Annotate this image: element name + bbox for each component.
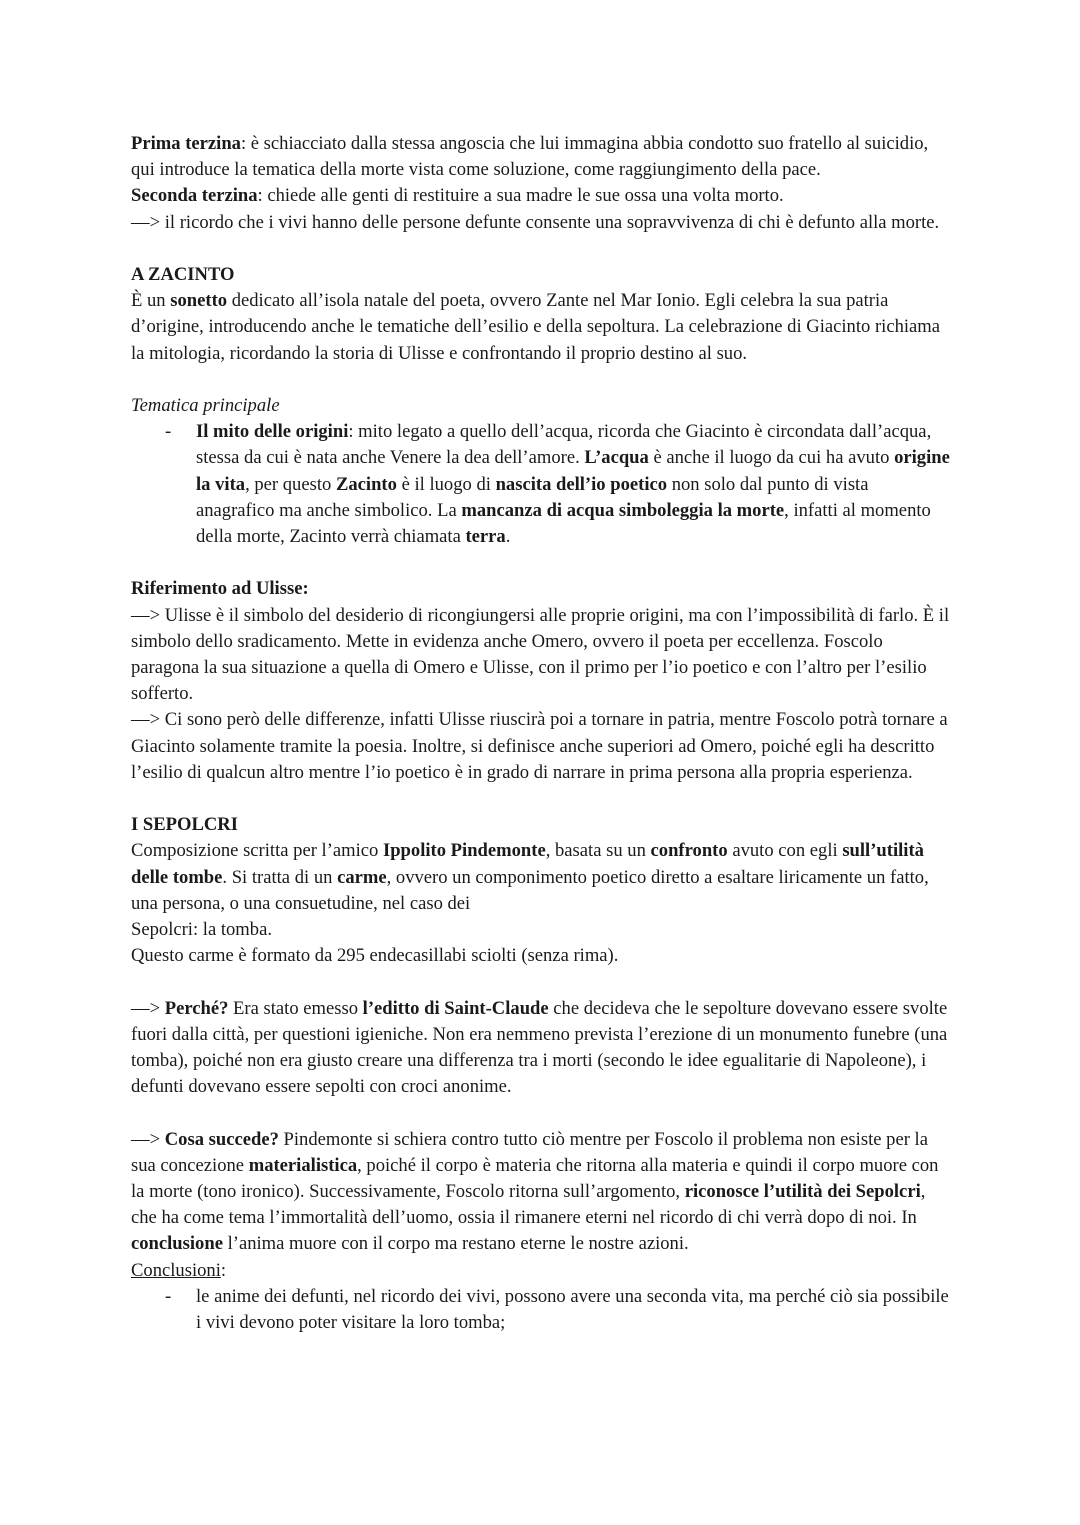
paragraph-seconda-terzina: Seconda terzina: chiede alle genti di restituire a sua madre le sue ossa una volta morto. [131,185,784,207]
paragraph-cosa-succede: —> Cosa succede? Pindemonte si schiera contro tutto ciò mentre per Foscolo il problema non esiste per la sua concezione materialistica, poiché il corpo è materia che ritorna alla materia e quindi il corpo muore con la morte (tono ironico). Successivamente, Foscolo ritorna sull’argomento, riconosce l’utilità dei Sepolcri, che ha come tema l’immortalità dell’uomo, ossia il rimanere eterni nel ricordo di chi verrà dopo di noi. In conclusione l’anima muore con il corpo ma restano eterne le nostre azioni. [131,1128,939,1255]
paragraph-sepolcri-tomba: Sepolcri: la tomba. [131,919,272,941]
paragraph-ulisse-2: —> Ci sono però delle differenze, infatti Ulisse riuscirà poi a tornare in patria, mentre Foscolo potrà tornare a Giacinto solamente tramite la poesia. Inoltre, si definisce anche superiori ad Omero, poiché egli ha descritto l’esilio di qualcun altro mentre l’io poetico è in grado di narrare in prima persona alla propria esperienza. [131,709,948,783]
bullet-dash: - [165,421,172,443]
paragraph-zacinto-intro: È un sonetto dedicato all’isola natale del poeta, ovvero Zante nel Mar Ionio. Egli celebra la sua patria d’origine, introducendo anche le tematiche dell’esilio e della sepoltura. La celebrazione di Giacinto richiama la mitologia, ricordando la storia di Ulisse e confrontando il proprio destino al suo. [131,290,941,364]
term-prima-terzina: Prima terzina [131,133,241,154]
paragraph-sepolcri-endecasillabi: Questo carme è formato da 295 endecasillabi sciolti (senza rima). [131,945,619,967]
paragraph-sepolcri-intro: Composizione scritta per l’amico Ippolito Pindemonte, basata su un confronto avuto con egli sull’utilità delle tombe. Si tratta di un carme, ovvero un componimento poetico diretto a esaltare liricamente un fatto, una persona, o una consuetudine, nel caso dei [131,840,929,914]
bullet-dash: - [165,1285,172,1307]
label-tematica-principale: Tematica principale [131,395,280,416]
label-conclusioni: Conclusioni: [131,1259,227,1281]
paragraph-prima-terzina: Prima terzina: è schiacciato dalla stessa angoscia che lui immagina abbia condotto suo fratello al suicidio, qui introduce la tematica della morte vista come soluzione, come raggiungimento della pace. [131,133,929,181]
heading-a-zacinto: A ZACINTO [131,264,235,285]
list-item-mito-origini: - Il mito delle origini: mito legato a quello dell’acqua, ricorda che Giacinto è circondata dall’acqua, stessa da cui è nata anche Venere la dea dell’amore. L’acqua è anche il luogo da cui ha avuto origine la vita, per questo Zacinto è il luogo di nascita dell’io poetico non solo dal punto di vista anagrafico ma anche simbolico. La mancanza di acqua simboleggia la morte, infatti al momento della morte, Zacinto verrà chiamata terra. [165,421,950,548]
list-item-conclusione: - le anime dei defunti, nel ricordo dei vivi, possono avere una seconda vita, ma perché ciò sia possibile i vivi devono poter visitare la loro tomba; [165,1285,949,1334]
paragraph-ulisse-1: —> Ulisse è il simbolo del desiderio di ricongiungersi alle proprie origini, ma con l’impossibilità di farlo. È il simbolo dello sradicamento. Mette in evidenza anche Omero, ovvero il poeta per eccellenza. Foscolo paragona la sua situazione a quella di Omero e Ulisse, con il primo per l’io poetico e con l’altro per l’esilio sofferto. [131,604,950,705]
heading-i-sepolcri: I SEPOLCRI [131,814,238,836]
heading-riferimento-ulisse: Riferimento ad Ulisse: [131,578,309,600]
term-seconda-terzina: Seconda terzina [131,185,258,207]
paragraph-perche: —> Perché? Era stato emesso l’editto di Saint-Claude che decideva che le sepolture dovevano essere svolte fuori dalla città, per questioni igieniche. Non era nemmeno prevista l’erezione di un monumento funebre (una tomba), poiché non era giusto creare una differenza tra i morti (secondo le idee egualitarie di Napoleone), i defunti dovevano essere sepolti con croci anonime. [131,997,948,1098]
document-page [131,131,951,1336]
paragraph-ricordo: —> il ricordo che i vivi hanno delle persone defunte consente una sopravvivenza di chi è defunto alla morte. [131,211,940,233]
